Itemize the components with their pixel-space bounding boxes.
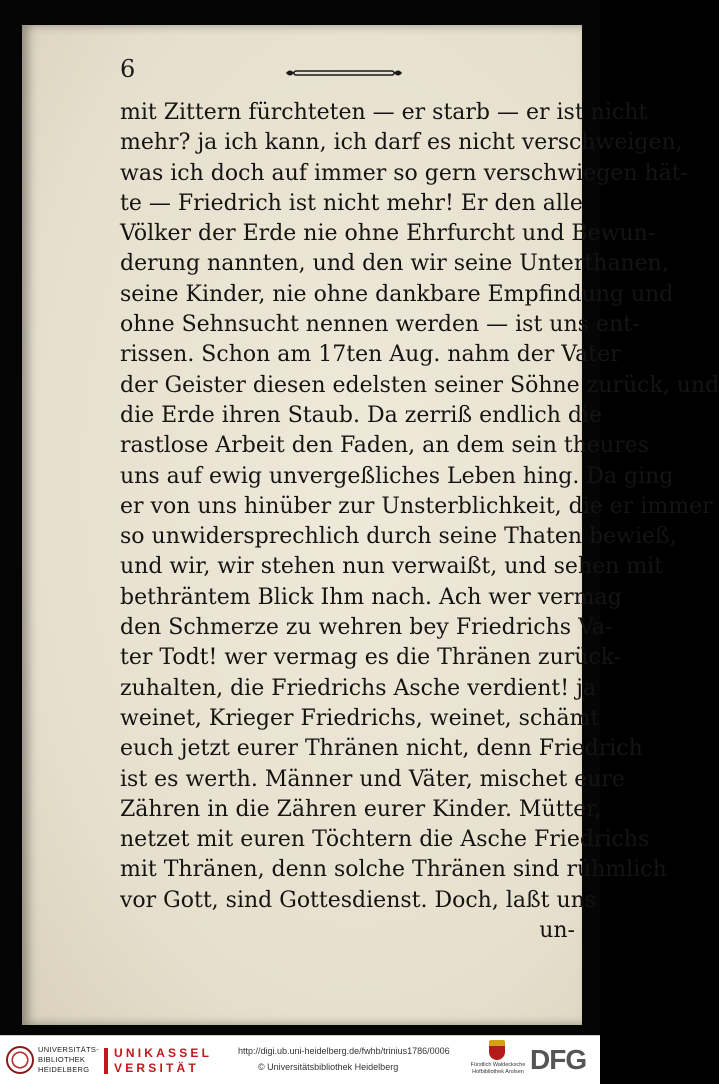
text-line: mit Thränen, denn solche Thränen sind rühmlich bbox=[120, 857, 667, 883]
text-line: euch jetzt eurer Thränen nicht, denn Friedrich bbox=[120, 736, 643, 762]
permalink-url[interactable]: http://digi.ub.uni-heidelberg.de/fwhb/trinius1786/0006 bbox=[238, 1046, 450, 1056]
text-line: ter Todt! wer vermag es die Thränen zurück- bbox=[120, 645, 622, 671]
text-line: vor Gott, sind Gottesdienst. Doch, laßt uns bbox=[120, 887, 597, 913]
text-line: zuhalten, die Friedrichs Asche verdient! ja bbox=[120, 675, 597, 701]
text-line: derung nannten, und den wir seine Unterthanen, bbox=[120, 251, 669, 277]
text-line: mit Zittern fürchteten — er starb — er ist nicht bbox=[120, 100, 648, 125]
text-line: weinet, Krieger Friedrichs, weinet, schämt bbox=[120, 705, 600, 731]
kassel-bar-icon bbox=[104, 1048, 108, 1074]
uni-heidelberg-logo[interactable]: UNIVERSITÄTS- BIBLIOTHEK HEIDELBERG bbox=[6, 1044, 96, 1078]
text-line: te — Friedrich ist nicht mehr! Er den alle bbox=[120, 190, 583, 216]
text-line: Völker der Erde nie ohne Ehrfurcht und Bewun- bbox=[120, 221, 656, 247]
body-text bbox=[120, 98, 719, 946]
text-line: der Geister diesen edelsten seiner Söhne zurück, und bbox=[120, 372, 719, 398]
text-line: bethräntem Blick Ihm nach. Ach wer vermag bbox=[120, 584, 622, 610]
text-line: mehr? ja ich kann, ich darf es nicht verschweigen, bbox=[120, 130, 683, 156]
text-line: netzet mit euren Töchtern die Asche Friedrichs bbox=[120, 827, 650, 853]
text-line: uns auf ewig unvergeßliches Leben hing. Da ging bbox=[120, 463, 674, 489]
copyright-notice: © Universitätsbibliothek Heidelberg bbox=[258, 1062, 399, 1072]
heidelberg-seal-icon bbox=[6, 1046, 34, 1074]
text-line: rissen. Schon am 17ten Aug. nahm der Vater bbox=[120, 342, 621, 368]
catchword: un- bbox=[539, 918, 575, 944]
ornament-rule bbox=[284, 66, 404, 80]
text-line: den Schmerze zu wehren bey Friedrichs Va- bbox=[120, 615, 613, 641]
dfg-logo[interactable]: DFG bbox=[530, 1044, 587, 1075]
text-line: und wir, wir stehen nun verwaißt, und sehen mit bbox=[120, 554, 664, 580]
text-line: so unwidersprechlich durch seine Thaten bewieß, bbox=[120, 524, 677, 550]
text-line: er von uns hinüber zur Unsterblichkeit, die er immer bbox=[120, 493, 713, 519]
text-line: rastlose Arbeit den Faden, an dem sein theures bbox=[120, 433, 649, 459]
text-line: die Erde ihren Staub. Da zerriß endlich die bbox=[120, 402, 603, 428]
waldeck-crest-icon bbox=[489, 1040, 505, 1060]
text-line: ohne Sehnsucht nennen werden — ist uns ent- bbox=[120, 312, 640, 338]
text-line: was ich doch auf immer so gern verschwiegen hät- bbox=[120, 160, 689, 186]
uni-kassel-logo[interactable]: UNIKASSEL VERSITÄT bbox=[104, 1046, 219, 1076]
waldeck-library-logo[interactable]: Fürstlich Waldecksche Hofbibliothek Arolsen bbox=[470, 1040, 526, 1082]
text-line: seine Kinder, nie ohne dankbare Empfindung und bbox=[120, 281, 674, 307]
page-number: 6 bbox=[120, 55, 136, 83]
viewer-footer bbox=[0, 1035, 600, 1084]
text-line: Zähren in die Zähren eurer Kinder. Mütter, bbox=[120, 796, 602, 822]
text-line: ist es werth. Männer und Väter, mischet eure bbox=[120, 766, 625, 792]
